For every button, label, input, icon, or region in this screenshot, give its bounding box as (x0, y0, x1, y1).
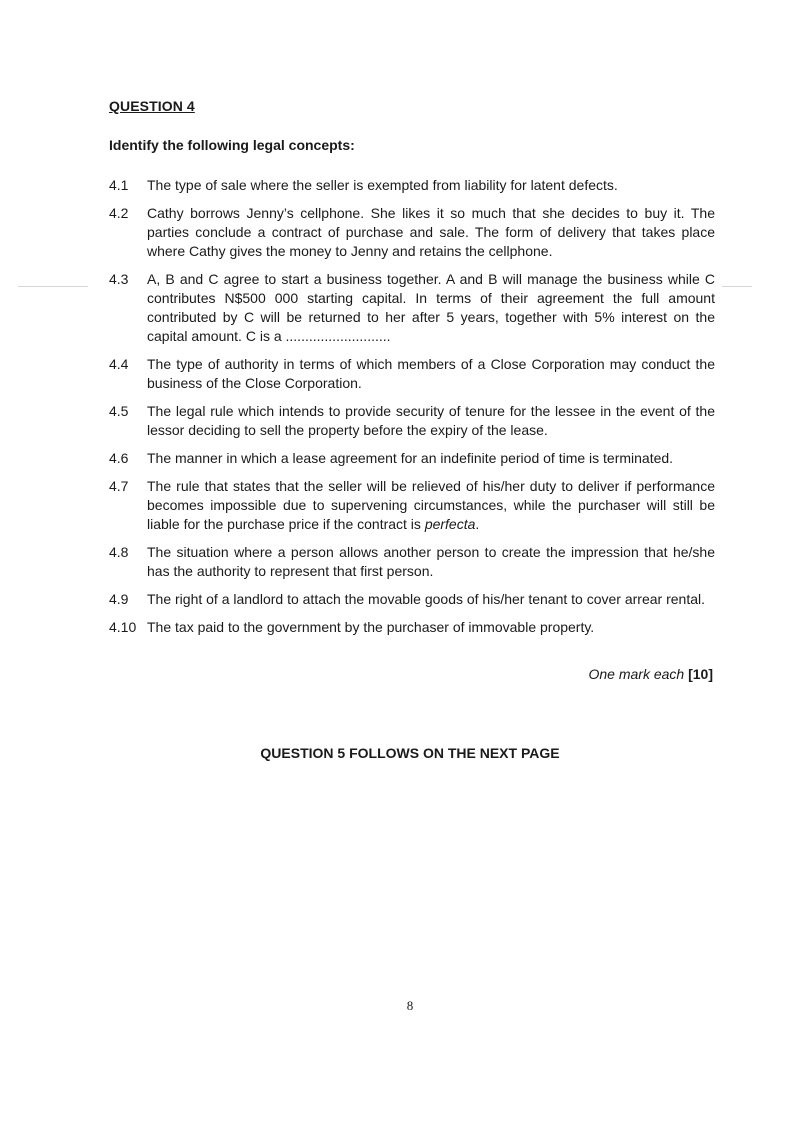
item-number: 4.10 (109, 619, 137, 635)
item-number: 4.7 (109, 478, 129, 494)
item-text: The situation where a person allows another person to create the impression that he/she has the authority to represent that first person. (147, 544, 715, 579)
item-text-italic: perfecta (424, 516, 476, 532)
item-text: The right of a landlord to attach the movable goods of his/her tenant to cover arrear rental. (147, 591, 705, 607)
marks-allocation (588, 666, 713, 682)
scan-artifact-left (18, 286, 88, 287)
question-item (109, 449, 715, 468)
item-number: 4.9 (109, 591, 129, 607)
item-text-end: . (475, 516, 480, 532)
marks-total: [10] (688, 666, 713, 682)
question-instruction: Identify the following legal concepts: (109, 137, 355, 153)
item-text-main: The rule that states that the seller will be relieved of his/her duty to deliver if performance becomes impossible due to supervening circumstances, while the purchaser will still be liable for the purchase price if the contract is (147, 478, 715, 532)
item-number: 4.8 (109, 544, 129, 560)
item-text: The legal rule which intends to provide security of tenure for the lessee in the event of the lessor deciding to sell the property before the expiry of the lease. (147, 403, 715, 438)
scan-artifact-right (722, 286, 752, 287)
next-question-notice: QUESTION 5 FOLLOWS ON THE NEXT PAGE (260, 745, 560, 761)
question-item (109, 270, 715, 346)
item-number: 4.5 (109, 403, 129, 419)
item-number: 4.1 (109, 177, 129, 193)
question-item (109, 402, 715, 440)
page-number: 8 (406, 998, 414, 1013)
item-number: 4.3 (109, 271, 129, 287)
item-text: The tax paid to the government by the purchaser of immovable property. (147, 619, 595, 635)
item-text: The type of sale where the seller is exempted from liability for latent defects. (147, 177, 618, 193)
item-number: 4.6 (109, 450, 129, 466)
marks-text: One mark each (588, 666, 685, 682)
item-text: A, B and C agree to start a business together. A and B will manage the business while C contributes N$500 000 starting capital. In terms of their agreement the full amount contributed by C will be returned to her after 5 years, together with 5% interest on the capital amount. C is a ........................... (147, 271, 715, 344)
item-number: 4.2 (109, 205, 129, 221)
item-text (147, 477, 715, 534)
item-number: 4.4 (109, 356, 129, 372)
item-text: The type of authority in terms of which members of a Close Corporation may conduct the business of the Close Corporation. (147, 356, 715, 391)
item-text: Cathy borrows Jenny’s cellphone. She likes it so much that she decides to buy it. The parties conclude a contract of purchase and sale. The form of delivery that takes place where Cathy gives the money to Jenny and retains the cellphone. (147, 205, 715, 259)
question-item (109, 543, 715, 581)
question-item (109, 590, 715, 609)
question-item (109, 176, 715, 195)
question-items (109, 176, 715, 646)
question-heading: QUESTION 4 (109, 98, 195, 114)
question-item (109, 204, 715, 261)
question-item (109, 355, 715, 393)
item-text: The manner in which a lease agreement for an indefinite period of time is terminated. (147, 450, 674, 466)
question-item (109, 618, 715, 637)
question-item (109, 477, 715, 534)
